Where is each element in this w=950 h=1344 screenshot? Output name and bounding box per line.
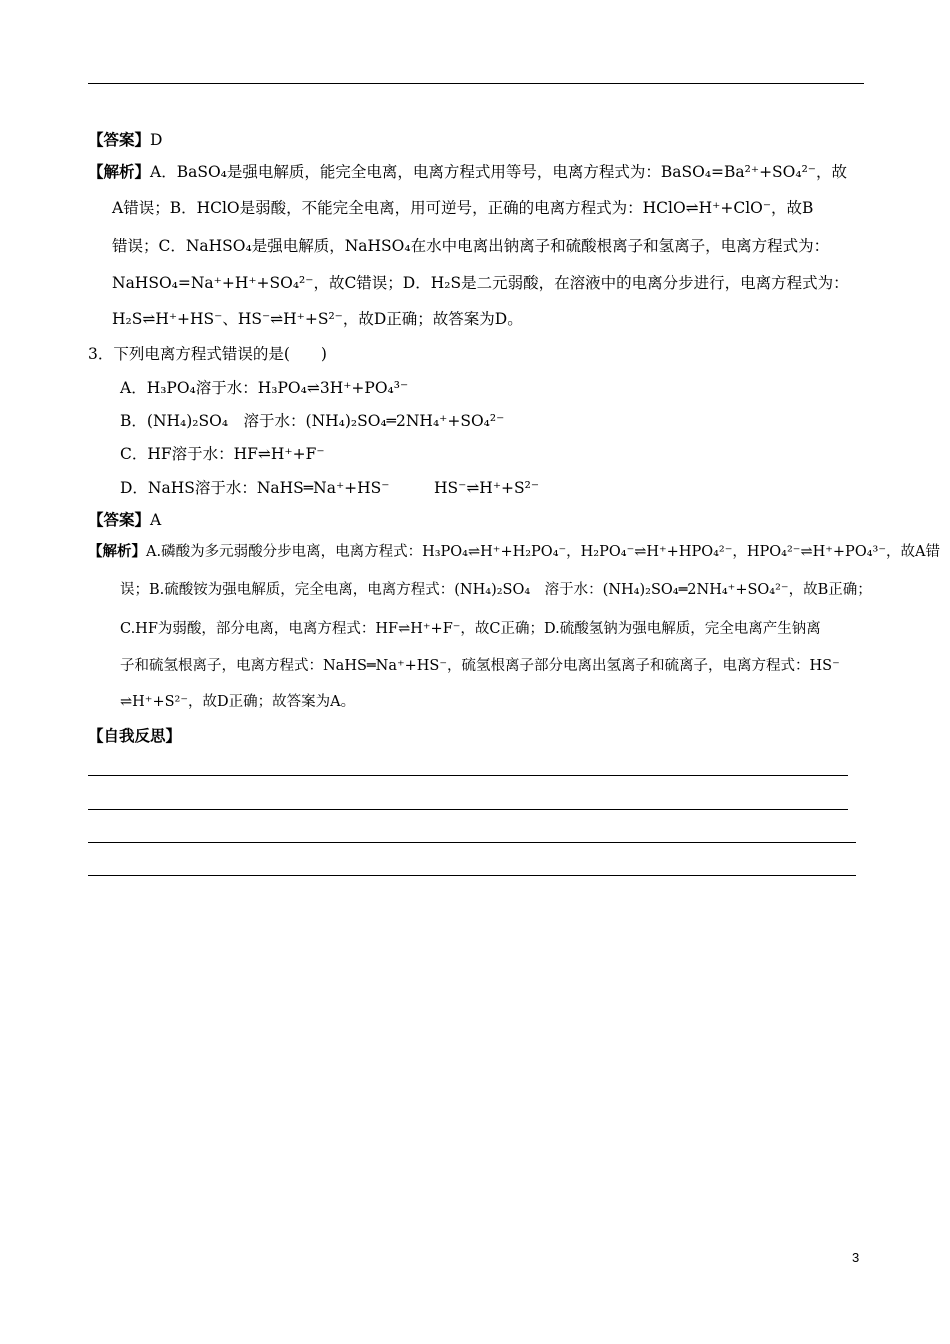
page-number: 3 bbox=[852, 1250, 860, 1265]
q2-analysis-line-1 bbox=[88, 162, 847, 182]
q3-analysis-line-1 bbox=[88, 542, 940, 562]
q2-analysis-line-3: 错误；C．NaHSO₄是强电解质，NaHSO₄在水中电离出钠离子和硫酸根离子和氢离子，电离方程式为： bbox=[112, 237, 830, 255]
q3-analysis-tag: 【解析】 bbox=[88, 543, 146, 560]
reflection-writing-line[interactable] bbox=[88, 809, 848, 810]
q3-option-a: A．H₃PO₄溶于水：H₃PO₄⇌3H⁺+PO₄³⁻ bbox=[120, 379, 409, 397]
q3-analysis-line-3: C.HF为弱酸，部分电离，电离方程式：HF⇌H⁺+F⁻，故C正确；D.硫酸氢钠为强电解质，完全电离产生钠离 bbox=[120, 621, 821, 637]
q3-option-d: D．NaHS溶于水：NaHS═Na⁺+HS⁻ bbox=[120, 479, 390, 497]
q3-option-b: B．(NH₄)₂SO₄ 溶于水：(NH₄)₂SO₄═2NH₄⁺+SO₄²⁻ bbox=[120, 412, 505, 430]
q3-analysis-text-1: A.磷酸为多元弱酸分步电离，电离方程式：H₃PO₄⇌H⁺+H₂PO₄⁻，H₂PO₄⁻⇌H⁺+HPO₄²⁻，HPO₄²⁻⇌H⁺+PO₄³⁻，故A错 bbox=[146, 544, 940, 560]
q3-answer-tag: 【答案】 bbox=[88, 510, 151, 529]
q2-answer bbox=[88, 130, 162, 150]
reflection-writing-line[interactable] bbox=[88, 842, 856, 843]
q3-option-d-continued: HS⁻⇌H⁺+S²⁻ bbox=[434, 479, 540, 497]
q3-analysis-line-2: 误；B.硫酸铵为强电解质，完全电离，电离方程式：(NH₄)₂SO₄ 溶于水：(NH₄)₂SO₄═2NH₄⁺+SO₄²⁻，故B正确； bbox=[120, 582, 872, 598]
q2-analysis-line-5: H₂S⇌H⁺+HS⁻、HS⁻⇌H⁺+S²⁻，故D正确；故答案为D。 bbox=[112, 310, 523, 328]
q3-stem: 3．下列电离方程式错误的是( ) bbox=[88, 345, 327, 363]
header-rule bbox=[88, 83, 864, 84]
q2-analysis-line-2: A错误；B．HClO是弱酸，不能完全电离，用可逆号，正确的电离方程式为：HClO⇌H⁺+ClO⁻，故B bbox=[112, 199, 814, 217]
q2-analysis-text-1: A．BaSO₄是强电解质，能完全电离，电离方程式用等号，电离方程式为：BaSO₄=Ba²⁺+SO₄²⁻，故 bbox=[150, 163, 847, 181]
q3-option-c: C．HF溶于水：HF⇌H⁺+F⁻ bbox=[120, 445, 325, 463]
q2-analysis-tag: 【解析】 bbox=[88, 162, 151, 181]
reflection-title: 【自我反思】 bbox=[88, 726, 182, 745]
q3-answer-value: A bbox=[150, 511, 162, 529]
q2-analysis-line-4: NaHSO₄=Na⁺+H⁺+SO₄²⁻，故C错误；D．H₂S是二元弱酸，在溶液中的电离分步进行，电离方程式为： bbox=[112, 274, 849, 292]
q2-answer-value: D bbox=[150, 131, 163, 149]
q3-analysis-line-4: 子和硫氢根离子，电离方程式：NaHS═Na⁺+HS⁻，硫氢根离子部分电离出氢离子和硫离子，电离方程式：HS⁻ bbox=[120, 658, 840, 674]
q2-answer-tag: 【答案】 bbox=[88, 130, 151, 149]
q3-analysis-line-5: ⇌H⁺+S²⁻，故D正确；故答案为A。 bbox=[120, 694, 356, 710]
q3-answer bbox=[88, 510, 161, 530]
reflection-writing-line[interactable] bbox=[88, 875, 856, 876]
reflection-writing-line[interactable] bbox=[88, 775, 848, 776]
